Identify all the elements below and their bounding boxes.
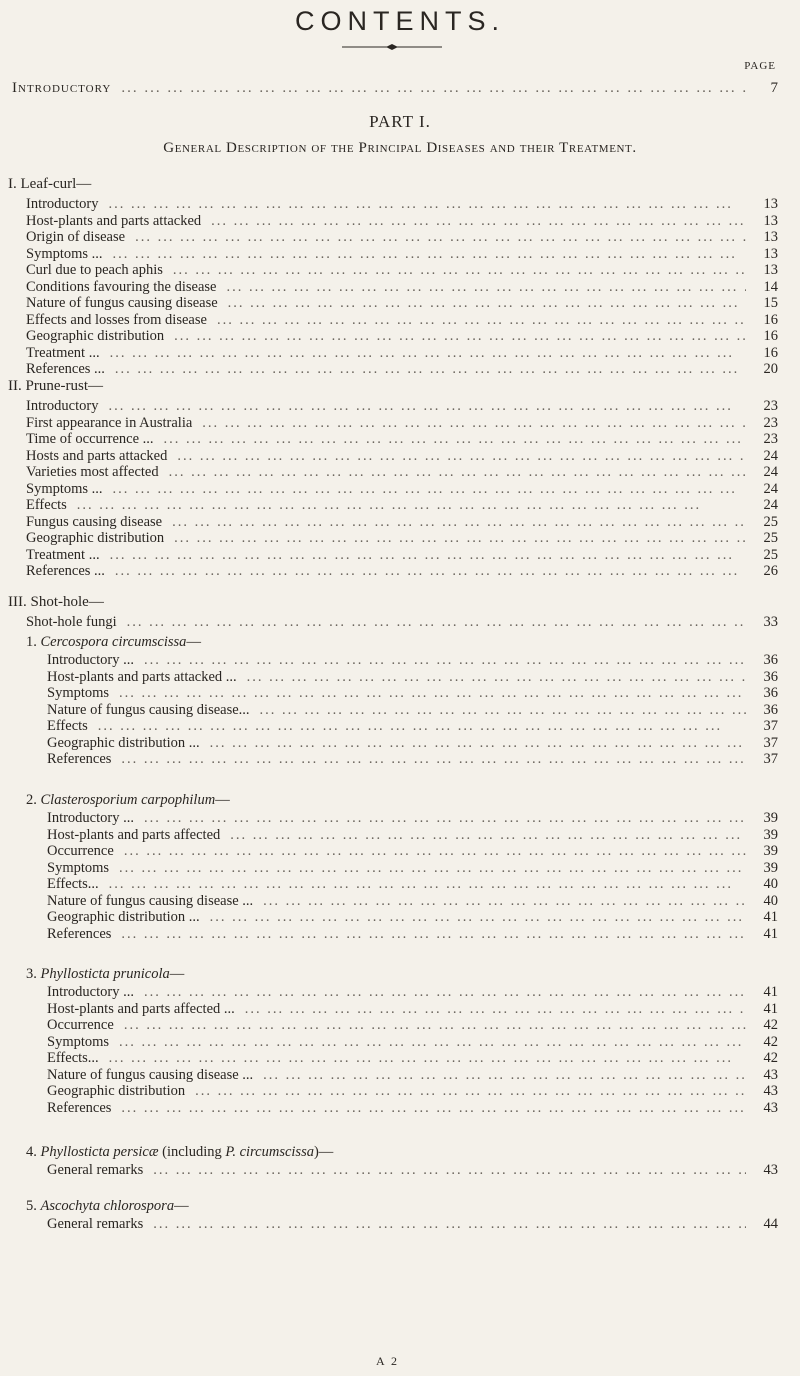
- toc-entry[interactable]: [47, 718, 778, 735]
- toc-entry[interactable]: [47, 1017, 778, 1034]
- toc-entry-label: Effects: [47, 718, 88, 734]
- toc-entry[interactable]: [47, 1162, 778, 1179]
- toc-entry-label: Geographic distribution ...: [47, 734, 200, 751]
- toc-entry-label: Origin of disease: [26, 229, 126, 245]
- toc-entry[interactable]: [26, 563, 778, 580]
- leader-dots: [121, 751, 746, 768]
- toc-entry[interactable]: [47, 909, 778, 926]
- toc-entry-label: Hosts and parts attacked: [26, 447, 168, 464]
- leader-dots: [153, 1216, 746, 1233]
- toc-entry[interactable]: [26, 614, 778, 631]
- leader-dots: [144, 652, 746, 669]
- toc-entry[interactable]: [26, 415, 778, 432]
- toc-page-number: 41: [763, 1000, 778, 1017]
- leader-dots: [210, 735, 746, 752]
- toc-page-number: 20: [763, 361, 778, 377]
- toc-entry[interactable]: [47, 1100, 778, 1117]
- toc-entry[interactable]: [26, 431, 778, 448]
- section-heading-shot-hole[interactable]: III. Shot-hole—: [8, 594, 104, 610]
- toc-entry[interactable]: [47, 669, 778, 686]
- leader-dots: [127, 614, 746, 631]
- toc-entry-label: Nature of fungus causing disease ...: [47, 892, 254, 909]
- toc-entry-label: Shot-hole fungi: [26, 614, 117, 630]
- toc-entry-label: Host-plants and parts attacked ...: [47, 668, 237, 685]
- toc-entry[interactable]: [47, 1083, 778, 1100]
- leader-dots: [119, 685, 746, 702]
- toc-page-number: 26: [763, 563, 778, 579]
- toc-page-number: 42: [763, 1033, 778, 1050]
- leader-dots: [144, 810, 746, 827]
- leader-dots: [164, 431, 746, 448]
- toc-entry[interactable]: [26, 229, 778, 246]
- leader-dots: [119, 860, 746, 877]
- subsection-number: 4.: [26, 1144, 37, 1160]
- toc-page-number: 37: [763, 734, 778, 751]
- toc-entry-label: Symptoms: [47, 685, 110, 701]
- toc-page-number: 36: [763, 668, 778, 685]
- toc-page-number: 16: [763, 311, 778, 328]
- toc-entry[interactable]: [26, 398, 778, 415]
- toc-entry[interactable]: [26, 464, 778, 481]
- toc-entry-label: Fungus causing disease: [26, 513, 163, 530]
- toc-entry-label: Symptoms ...: [26, 245, 103, 262]
- toc-entry[interactable]: [26, 547, 778, 564]
- toc-entry[interactable]: [47, 876, 778, 893]
- toc-page-number: 25: [763, 513, 778, 530]
- toc-entry[interactable]: [26, 295, 778, 312]
- toc-page-number: 36: [763, 701, 778, 718]
- toc-entry-label: Geographic distribution ...: [47, 909, 200, 925]
- subsection-name-close: )—: [313, 1144, 334, 1160]
- toc-entry-label: Geographic distribution: [47, 1083, 186, 1099]
- toc-entry-label: First appearance in Australia: [26, 414, 193, 431]
- toc-entry-label: Time of occurrence ...: [26, 431, 154, 447]
- toc-entry-label: Host-plants and parts attacked: [26, 212, 202, 229]
- leader-dots: [144, 984, 746, 1001]
- toc-entry-label: Treatment ...: [26, 344, 100, 361]
- toc-entry-label: Nature of fungus causing disease ...: [47, 1066, 254, 1083]
- toc-entry[interactable]: [26, 262, 778, 279]
- toc-page-number: 15: [763, 295, 778, 311]
- toc-entry-label: Geographic distribution: [26, 328, 165, 344]
- toc-page-number: 24: [763, 447, 778, 464]
- toc-page-number: 13: [763, 262, 778, 278]
- toc-page-number: 43: [763, 1162, 778, 1178]
- toc-page-number: 25: [763, 546, 778, 563]
- toc-entry[interactable]: [26, 345, 778, 362]
- leader-dots: [115, 563, 746, 580]
- leader-dots: [195, 1083, 746, 1100]
- toc-entry-label: Symptoms: [47, 859, 110, 876]
- toc-page-number: 43: [763, 1066, 778, 1083]
- toc-page-number: 23: [763, 431, 778, 447]
- toc-page-number: 13: [763, 229, 778, 245]
- subsection-heading[interactable]: 2. Clasterosporium carpophilum—: [26, 792, 230, 808]
- toc-entry[interactable]: [47, 652, 778, 669]
- page-column-label: PAGE: [744, 60, 776, 72]
- toc-entry-label: Host-plants and parts affected ...: [47, 1000, 235, 1017]
- leader-dots: [113, 246, 746, 263]
- leader-dots: [124, 843, 746, 860]
- leader-dots: [245, 1001, 746, 1018]
- subsection-name: Clasterosporium carpophilum: [40, 792, 216, 808]
- subsection-heading[interactable]: [26, 1144, 333, 1161]
- section-heading-prune-rust[interactable]: II. Prune-rust—: [8, 378, 103, 394]
- toc-entry[interactable]: [26, 279, 778, 296]
- toc-page-number: 16: [763, 344, 778, 361]
- toc-entry-label: Nature of fungus causing disease: [26, 295, 218, 311]
- toc-entry-label: Nature of fungus causing disease...: [47, 701, 250, 718]
- toc-page-number: 37: [763, 718, 778, 734]
- toc-entry-label: Symptoms: [47, 1033, 110, 1050]
- toc-entry[interactable]: [47, 702, 778, 719]
- toc-entry[interactable]: [47, 893, 778, 910]
- toc-entry[interactable]: [47, 1001, 778, 1018]
- toc-entry[interactable]: [26, 514, 778, 531]
- toc-entry-label: Host-plants and parts affected: [47, 826, 221, 843]
- toc-entry-label: Conditions favouring the disease: [26, 278, 217, 295]
- toc-entry[interactable]: [26, 196, 778, 213]
- page-title: CONTENTS.: [294, 6, 505, 36]
- toc-entry[interactable]: [26, 497, 778, 514]
- toc-entry-label: Effects...: [47, 1050, 99, 1066]
- toc-entry[interactable]: [47, 751, 778, 768]
- leader-dots: [153, 1162, 746, 1179]
- subsection-name: Phyllosticta prunicola: [40, 966, 170, 982]
- toc-page-number: 40: [763, 876, 778, 892]
- toc-entry-label: References: [47, 1099, 112, 1116]
- toc-entry[interactable]: [47, 685, 778, 702]
- toc-page-number: 41: [763, 984, 778, 1000]
- leader-dots: [210, 909, 746, 926]
- toc-entry[interactable]: [47, 1216, 778, 1233]
- toc-page-number: 43: [763, 1083, 778, 1099]
- toc-entry[interactable]: [26, 530, 778, 547]
- toc-page-number: 14: [763, 278, 778, 295]
- leader-dots: [115, 361, 746, 378]
- leader-dots: [177, 448, 746, 465]
- subsection-number: 3.: [26, 966, 37, 982]
- toc-entry[interactable]: [47, 1050, 778, 1067]
- leader-dots: [247, 669, 746, 686]
- toc-page-number: 13: [763, 196, 778, 212]
- toc-page-number: 24: [763, 464, 778, 480]
- subsection-heading[interactable]: 5. Ascochyta chlorospora—: [26, 1198, 189, 1214]
- toc-page-number: 24: [763, 497, 778, 513]
- leader-dots: [217, 312, 746, 329]
- leader-dots: [121, 926, 746, 943]
- toc-page-number: 39: [763, 859, 778, 876]
- leader-dots: [98, 718, 746, 735]
- leader-dots: [228, 295, 746, 312]
- toc-entry-introductory[interactable]: [12, 80, 778, 102]
- toc-entry-label: Varieties most affected: [26, 464, 159, 480]
- toc-page-number: 36: [763, 685, 778, 701]
- subsection-name: Ascochyta chlorospora: [40, 1198, 175, 1214]
- subsection-name: Cercospora circumscissa: [40, 634, 187, 650]
- toc-entry-label: Treatment ...: [26, 546, 100, 563]
- toc-entry-label: General remarks: [47, 1162, 144, 1178]
- leader-dots: [109, 876, 746, 893]
- leader-dots: [211, 213, 746, 230]
- toc-entry-label: Curl due to peach aphis: [26, 262, 163, 278]
- toc-entry[interactable]: [26, 213, 778, 230]
- signature-mark: A 2: [376, 1354, 400, 1368]
- leader-dots: [135, 229, 746, 246]
- toc-entry-label: Occurrence: [47, 843, 114, 859]
- leader-dots: [108, 398, 746, 415]
- toc-entry[interactable]: [26, 361, 778, 378]
- toc-entry-label: References: [47, 925, 112, 942]
- toc-entry[interactable]: [47, 810, 778, 827]
- leader-dots: [108, 196, 746, 213]
- leader-dots: [260, 702, 746, 719]
- toc-entry[interactable]: [26, 448, 778, 465]
- leader-dots: [202, 415, 746, 432]
- toc-entry[interactable]: [47, 827, 778, 844]
- toc-page-number: 41: [763, 909, 778, 925]
- toc-page-number: 33: [763, 614, 778, 630]
- subsection-number: 5.: [26, 1198, 37, 1214]
- toc-entry[interactable]: [26, 246, 778, 263]
- toc-page-number: 16: [763, 328, 778, 344]
- toc-entry-label: Effects: [26, 497, 67, 513]
- toc-entry[interactable]: [47, 984, 778, 1001]
- leader-dots: [110, 547, 746, 564]
- leader-dots: [77, 497, 746, 514]
- toc-entry-label: References ...: [26, 563, 105, 579]
- toc-entry[interactable]: [47, 1067, 778, 1084]
- rule-ornament: [342, 44, 442, 50]
- leader-dots: [110, 345, 746, 362]
- toc-page-number: 23: [763, 398, 778, 414]
- toc-page-number: 39: [763, 826, 778, 843]
- toc-entry[interactable]: [26, 328, 778, 345]
- toc-page-number: 41: [763, 925, 778, 942]
- subsection-name: Phyllosticta persicæ: [40, 1144, 159, 1160]
- leader-dots: [169, 464, 746, 481]
- toc-page-number: 40: [763, 892, 778, 909]
- toc-page-number: 37: [763, 751, 778, 767]
- toc-page-number: 39: [763, 843, 778, 859]
- toc-entry[interactable]: [47, 926, 778, 943]
- leader-dots: [230, 827, 746, 844]
- leader-dots: [174, 530, 746, 547]
- leader-dots: [174, 328, 746, 345]
- toc-page-number: 39: [763, 810, 778, 826]
- toc-entry-label: Introductory ...: [47, 984, 134, 1000]
- toc-entry-label: Introductory ...: [47, 810, 134, 826]
- toc-entry[interactable]: [47, 843, 778, 860]
- toc-entry-label: References: [47, 751, 112, 767]
- toc-entry[interactable]: [26, 312, 778, 329]
- toc-entry[interactable]: [47, 860, 778, 877]
- toc-page-number: 36: [763, 652, 778, 668]
- toc-entry[interactable]: [47, 735, 778, 752]
- subsection-heading[interactable]: 1. Cercospora circumscissa—: [26, 634, 201, 650]
- toc-page-number: 23: [763, 414, 778, 431]
- toc-entry[interactable]: [26, 481, 778, 498]
- leader-dots: [119, 1034, 746, 1051]
- leader-dots: [172, 514, 746, 531]
- leader-dots: [263, 893, 746, 910]
- leader-dots: [226, 279, 746, 296]
- toc-entry-label: Effects...: [47, 876, 99, 892]
- toc-page-number: 24: [763, 480, 778, 497]
- toc-page-number: 13: [763, 245, 778, 262]
- toc-entry-label: Geographic distribution: [26, 530, 165, 546]
- toc-page-number: 43: [763, 1099, 778, 1116]
- toc-page-number: 44: [763, 1216, 778, 1232]
- toc-entry-label: References ...: [26, 361, 105, 377]
- leader-dots: [173, 262, 746, 279]
- subsection-name-suffix: (including: [162, 1144, 222, 1160]
- subsection-heading[interactable]: 3. Phyllosticta prunicola—: [26, 966, 185, 982]
- toc-entry-label: Introductory: [26, 398, 99, 414]
- toc-entry-label: Introductory: [26, 196, 99, 212]
- leader-dots: [263, 1067, 746, 1084]
- toc-entry-label: Occurrence: [47, 1017, 114, 1033]
- toc-page-number: 42: [763, 1050, 778, 1066]
- toc-page-number: 25: [763, 530, 778, 546]
- part-heading: PART I.: [369, 112, 431, 131]
- toc-entry-label: Introductory: [12, 80, 112, 96]
- subsection-number: 2.: [26, 792, 37, 808]
- toc-entry-label: Introductory ...: [47, 652, 134, 668]
- section-heading-leaf-curl[interactable]: I. Leaf-curl—: [8, 176, 92, 192]
- part-subtitle: General Description of the Principal Diseases and their Treatment.: [163, 140, 637, 156]
- toc-page-number: 13: [763, 212, 778, 229]
- toc-entry-label: General remarks: [47, 1216, 144, 1232]
- toc-entry[interactable]: [47, 1034, 778, 1051]
- leader-dots: [121, 1100, 746, 1117]
- subsection-number: 1.: [26, 634, 37, 650]
- toc-entry-label: Effects and losses from disease: [26, 311, 207, 328]
- leader-dots: [121, 80, 746, 97]
- toc-page-number: 7: [770, 80, 778, 96]
- subsection-name-tail: P. circumscissa: [225, 1144, 314, 1160]
- toc-entry-label: Symptoms ...: [26, 480, 103, 497]
- leader-dots: [109, 1050, 746, 1067]
- leader-dots: [113, 481, 746, 498]
- leader-dots: [124, 1017, 746, 1034]
- toc-page-number: 42: [763, 1017, 778, 1033]
